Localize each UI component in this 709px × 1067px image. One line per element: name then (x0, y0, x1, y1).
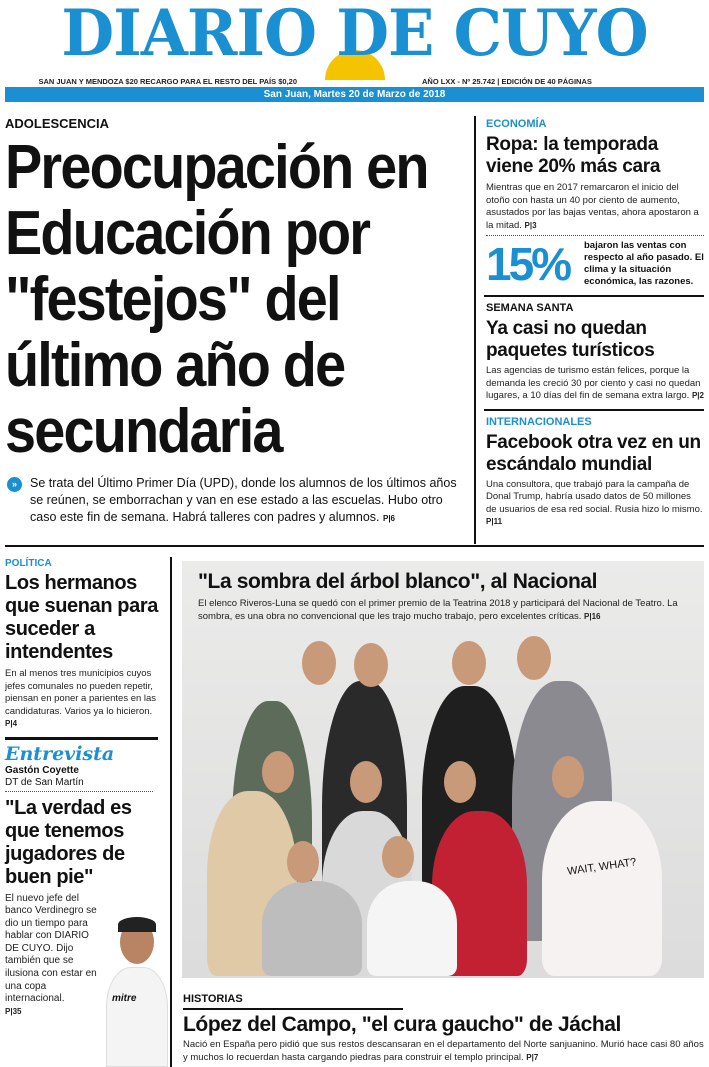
divider (484, 409, 704, 411)
text: En al menos tres municipios cuyos jefes comunales no pueden repetir, piensan en poner a parientes en las candidaturas. Varios ya lo hicieron. (5, 668, 157, 717)
headline: Ropa: la temporada viene 20% más cara (486, 134, 661, 177)
divider (484, 295, 704, 297)
column-divider (170, 557, 172, 1067)
price-info: SAN JUAN Y MENDOZA $20 RECARGO PARA EL RESTO DEL PAÍS $0,20 (38, 77, 297, 86)
main-headline[interactable]: Preocupación en Educación por "festejos" del último año de secundaria (5, 133, 428, 466)
teatro-story[interactable] (198, 570, 698, 623)
kicker: SEMANA SANTA (486, 302, 574, 314)
edition-info: AÑO LXX - Nº 25.742 | EDICIÓN DE 40 PÁGINAS (422, 77, 592, 86)
page-ref: P|4 (5, 719, 18, 728)
lede-text: Se trata del Último Primer Día (UPD), donde los alumnos de los últimos años se reúnen, se emborrachan y van en ese estado a las escuelas. Hubo otro caso este fin de semana. Habrá talleres con padres y alumnos. (30, 476, 457, 524)
right-column (486, 118, 704, 529)
kicker: POLÍTICA (5, 558, 52, 569)
text: Las agencias de turismo están felices, porque la demanda les creció 30 por ciento y casi no quedan lugares, a 10 días del fin de semana extra largo. (486, 365, 701, 401)
headline: "La sombra del árbol blanco", al Nacional (198, 570, 598, 593)
shirt-brand: mitre (112, 993, 137, 1004)
interviewee-name: Gastón Coyette (5, 764, 79, 776)
page-ref: P|6 (382, 514, 396, 523)
economia-story[interactable] (486, 118, 704, 289)
headline: "La verdad es que tenemos jugadores de buen pie" (5, 796, 132, 888)
divider (5, 737, 158, 740)
main-story (5, 116, 471, 527)
section-label: Entrevista (5, 742, 115, 765)
kicker: HISTORIAS (183, 993, 243, 1005)
text: Mientras que en 2017 remarcaron el inicio del otoño con hasta un 40 por ciento de aumento, asustados por las bajas ventas, ahora apostaron a la mitad. (486, 182, 699, 231)
cast-photo[interactable] (182, 561, 704, 978)
masthead-title: DIARIO DE CUYO (61, 0, 648, 71)
interviewee-role: DT de San Martín (5, 776, 84, 788)
headline: Facebook otra vez en un escándalo mundial (486, 431, 701, 475)
stat-text: bajaron las ventas con respecto al año pasado. El clima y la situación económica, las razones. (584, 240, 704, 287)
kicker: INTERNACIONALES (486, 415, 592, 428)
text: Nació en España pero pidió que sus restos descansaran en el departamento del Norte sanjuanino. Murió hace casi 80 años y muchos lo recuerdan hasta cargando piedras para construir el templo principal. (183, 1039, 704, 1063)
text: El elenco Riveros-Luna se quedó con el primer premio de la Teatrina 2018 y participará del Nacional de Teatro. La sombra, es una obra no convencional que les trajo mucho trabajo, pero excelentes críticas. (198, 598, 678, 622)
main-kicker: ADOLESCENCIA (5, 116, 110, 131)
politica-story[interactable] (5, 558, 163, 731)
text: El nuevo jefe del banco Verdinegro se dio un tiempo para hablar con DIARIO DE CUYO. Dijo también que se ilusiona con estar en una copa internacional. (5, 892, 97, 1005)
page-ref: P|3 (524, 220, 537, 230)
arrow-icon: » (7, 477, 22, 492)
headline: Los hermanos que suenan para suceder a intendentes (5, 572, 158, 663)
text: Una consultora, que trabajó para la campaña de Donal Trump, habría usado datos de 50 millones de usuarios de esa red social. Rusia hizo lo mismo. (486, 478, 703, 515)
stat-number: 15% (486, 238, 570, 290)
page-ref: P|2 (691, 391, 704, 400)
page-ref: P|11 (486, 517, 503, 526)
column-divider (474, 116, 476, 544)
page-ref: P|16 (584, 611, 601, 621)
page-ref: P|35 (5, 1006, 22, 1016)
semana-santa-story[interactable] (486, 302, 704, 403)
shirt-text: WAIT, WHAT? (566, 856, 638, 878)
historias-story[interactable] (183, 993, 705, 1064)
internacionales-story[interactable] (486, 416, 704, 529)
kicker: ECONOMÍA (486, 118, 547, 130)
main-lede (5, 475, 467, 527)
date-bar: San Juan, Martes 20 de Marzo de 2018 (5, 87, 704, 102)
coach-photo (106, 915, 168, 1067)
headline: López del Campo, "el cura gaucho" de Jáchal (183, 1013, 621, 1036)
page-ref: P|7 (526, 1052, 539, 1062)
headline: Ya casi no quedan paquetes turísticos (486, 318, 655, 361)
section-divider (5, 545, 704, 547)
